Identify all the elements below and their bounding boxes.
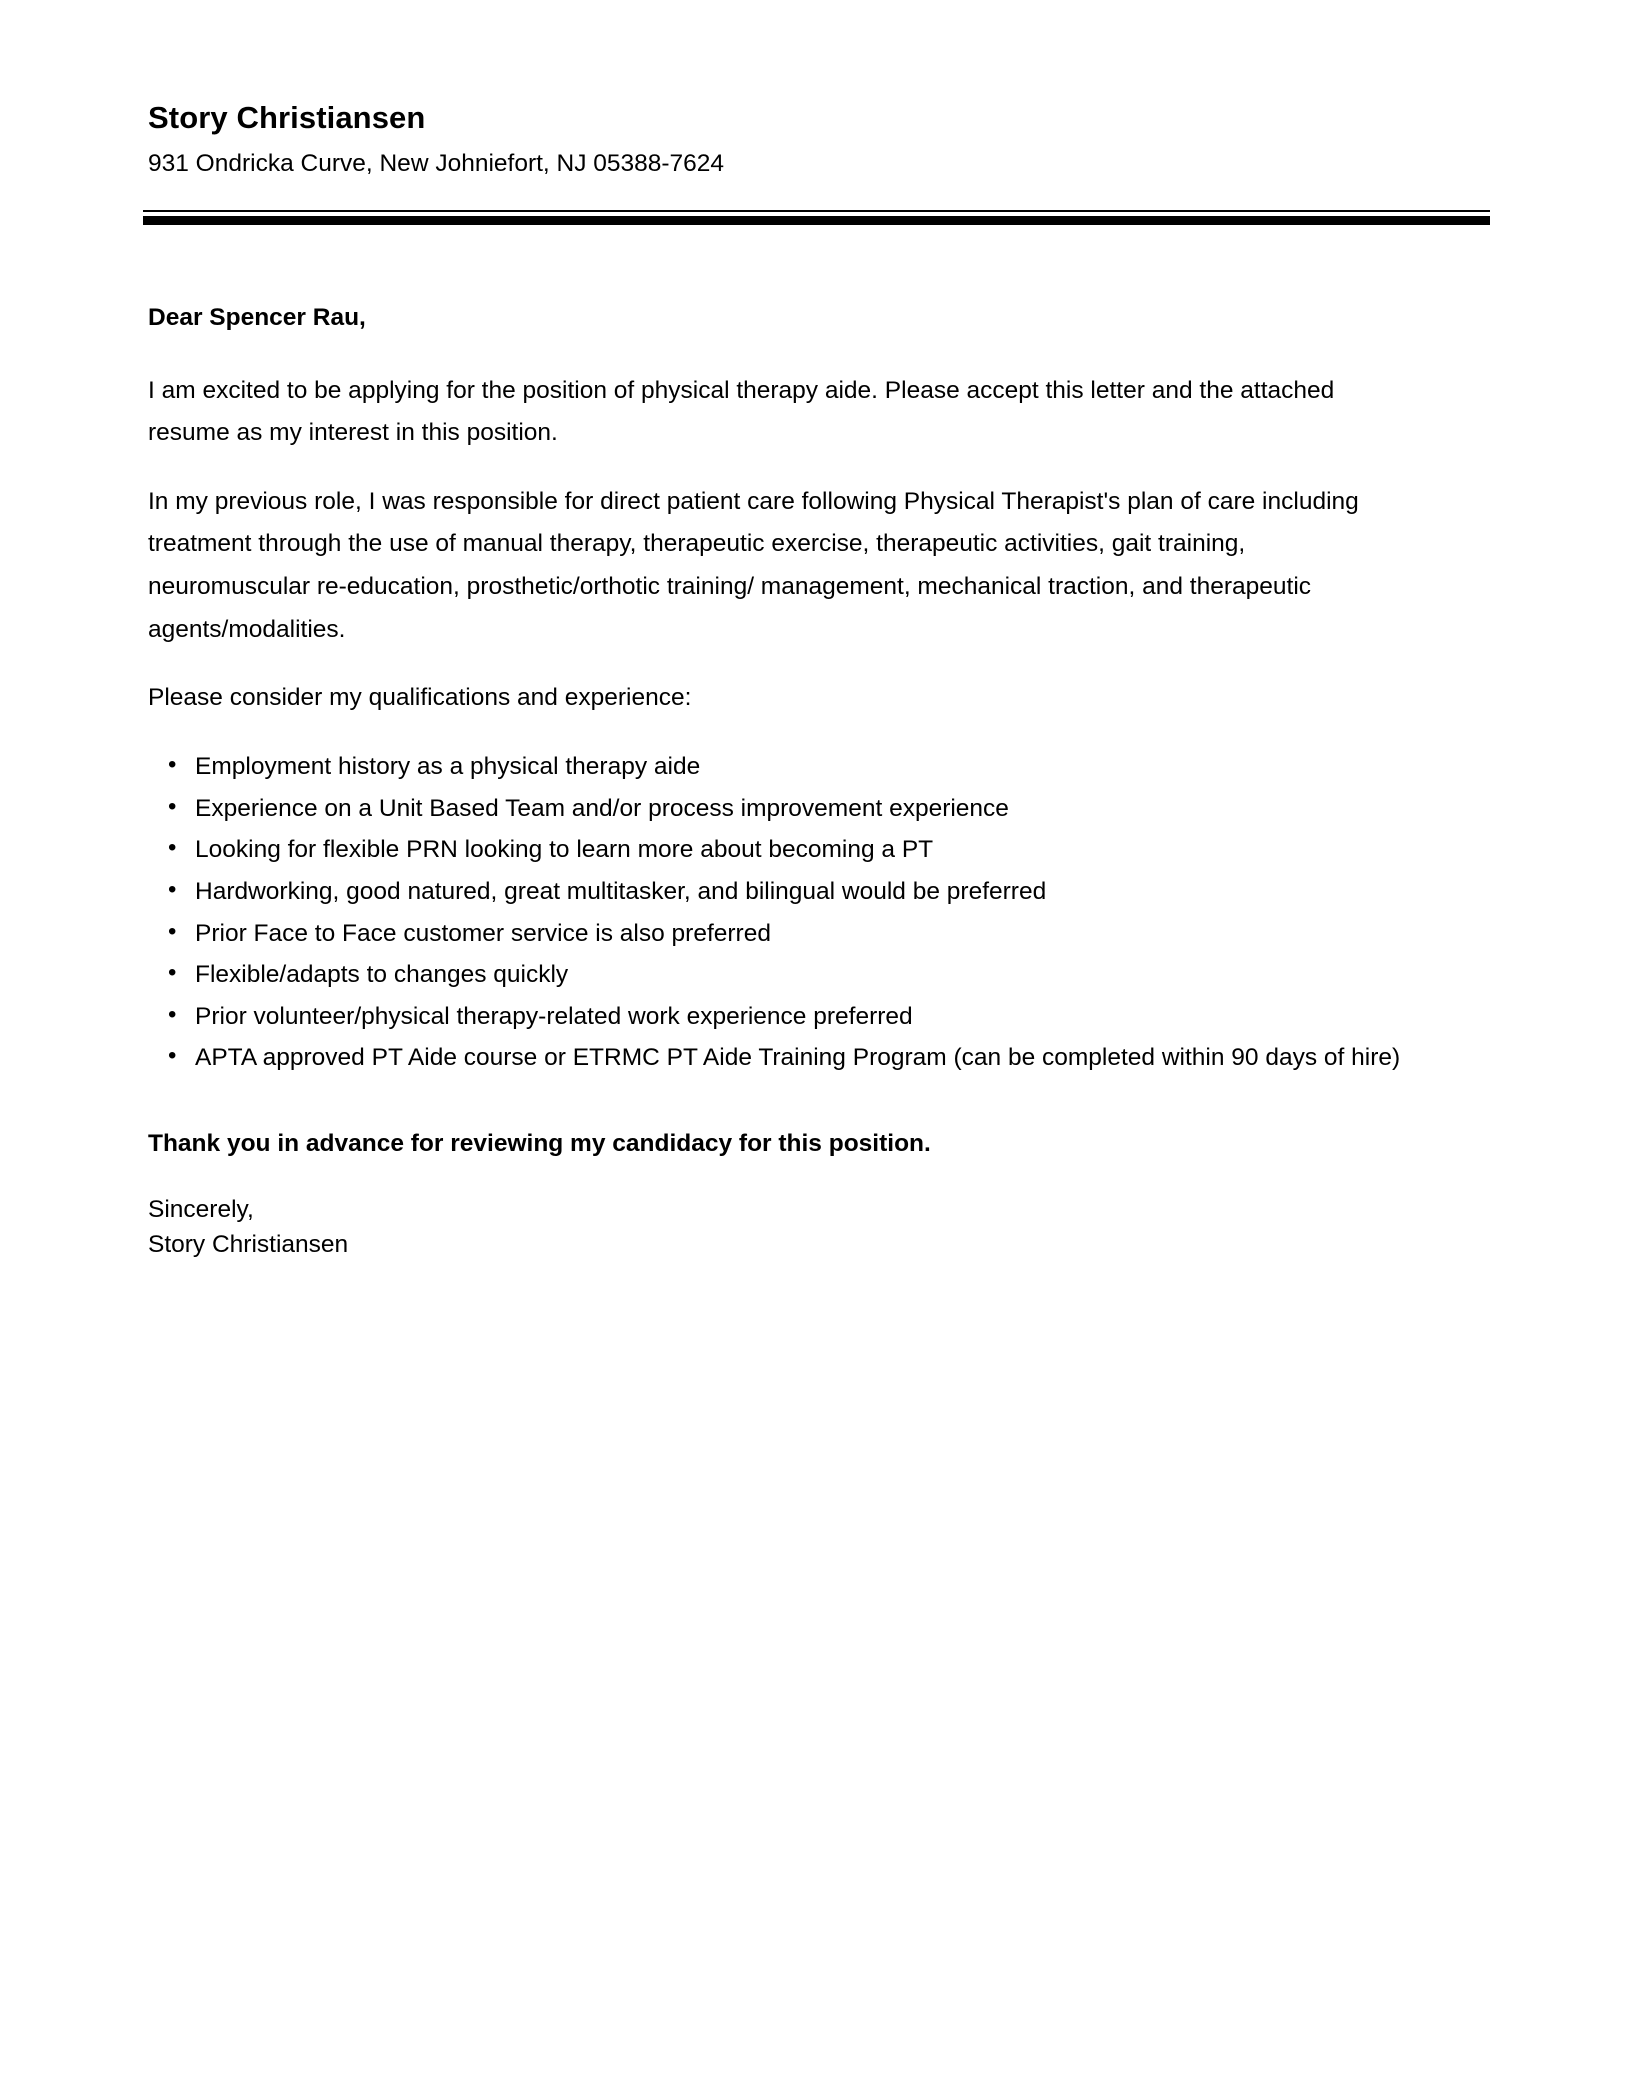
- letterhead-divider: [143, 210, 1490, 225]
- paragraph-intro: I am excited to be applying for the position of physical therapy aide. Please accept this letter and the attached resume as my interest in this position.: [148, 376, 1335, 447]
- salutation: Dear Spencer Rau,: [148, 303, 366, 331]
- closing-signature: Story Christiansen: [148, 1231, 349, 1258]
- list-item: • Looking for flexible PRN looking to learn more about becoming a PT: [148, 829, 1406, 871]
- divider-thick-line: [143, 216, 1490, 225]
- list-item: • Employment history as a physical therapy aide: [148, 746, 1406, 788]
- list-item: • Hardworking, good natured, great multitasker, and bilingual would be preferred: [148, 871, 1406, 913]
- letter-body: [148, 297, 1408, 1262]
- letterhead: [148, 0, 1408, 184]
- closing-valediction: Sincerely,: [148, 1195, 254, 1223]
- sender-name: Story Christiansen: [148, 100, 426, 135]
- qualifications-list: [148, 746, 1406, 1079]
- thank-you-statement: Thank you in advance for reviewing my candidacy for this position.: [148, 1130, 931, 1158]
- paragraph-experience: In my previous role, I was responsible for direct patient care following Physical Therapist's plan of care including treatment through the use of manual therapy, therapeutic exercise, therapeutic activities, gait training, neuromuscular re-education, prosthetic/orthotic training/ management, mechanical traction, and therapeutic agents/modalities.: [148, 487, 1359, 643]
- list-item: • Prior Face to Face customer service is also preferred: [148, 913, 1406, 955]
- list-item: • Prior volunteer/physical therapy-related work experience preferred: [148, 996, 1406, 1038]
- signoff-block: [148, 1192, 1408, 1263]
- list-item: • Experience on a Unit Based Team and/or process improvement experience: [148, 788, 1406, 830]
- paragraph-qualifications-intro: Please consider my qualifications and experience:: [148, 684, 692, 712]
- document-content: [148, 0, 1408, 1262]
- list-item: • APTA approved PT Aide course or ETRMC PT Aide Training Program (can be completed within 90 days of hire): [148, 1037, 1406, 1079]
- sender-address: 931 Ondricka Curve, New Johniefort, NJ 05388-7624: [148, 150, 725, 178]
- list-item: • Flexible/adapts to changes quickly: [148, 954, 1406, 996]
